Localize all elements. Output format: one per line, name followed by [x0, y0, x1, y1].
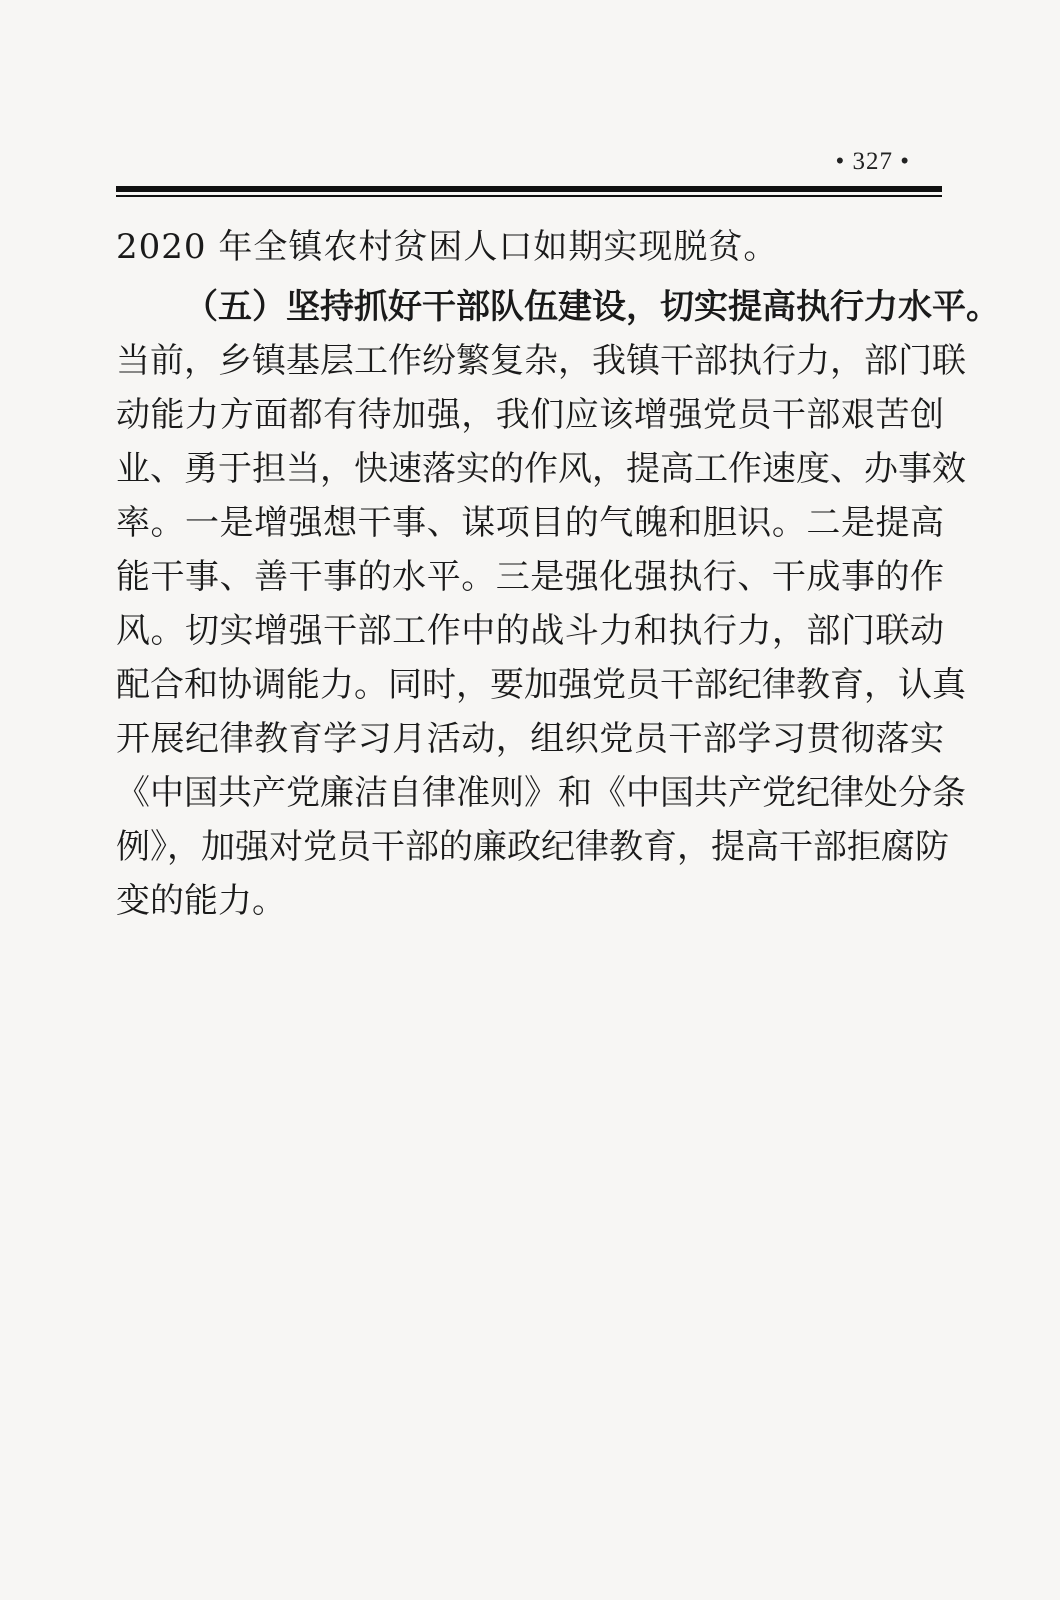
- body-text: [116, 220, 1000, 928]
- text-line: 率。一是增强想干事、谋项目的气魄和胆识。二是提高: [116, 503, 944, 543]
- header-rule: [116, 186, 942, 198]
- text-line: 当前，乡镇基层工作纷繁复杂，我镇干部执行力，部门联: [116, 341, 966, 381]
- header-rule-thin: [116, 195, 942, 197]
- text-line: 风。切实增强干部工作中的战斗力和执行力，部门联动: [116, 611, 944, 651]
- text-line: 能干事、善干事的水平。三是强化强执行、干成事的作: [116, 557, 944, 597]
- header-rule-thick: [116, 186, 942, 192]
- text-line: 例》，加强对党员干部的廉政纪律教育，提高干部拒腐防: [116, 827, 949, 867]
- page-number: • 327 •: [835, 148, 910, 175]
- text-line: 《中国共产党廉洁自律准则》和《中国共产党纪律处分条: [116, 773, 966, 813]
- text-line: 业、勇于担当，快速落实的作风，提高工作速度、办事效: [116, 449, 966, 489]
- text-line: 变的能力。: [116, 881, 286, 921]
- section-heading: （五）坚持抓好干部队伍建设，切实提高执行力水平。: [184, 287, 1000, 327]
- text-line: 开展纪律教育学习月活动，组织党员干部学习贯彻落实: [116, 719, 944, 759]
- text-line: 动能力方面都有待加强，我们应该增强党员干部艰苦创: [116, 395, 944, 435]
- text-line: 2020 年全镇农村贫困人口如期实现脱贫。: [116, 227, 779, 267]
- text-line: 配合和协调能力。同时，要加强党员干部纪律教育，认真: [116, 665, 966, 705]
